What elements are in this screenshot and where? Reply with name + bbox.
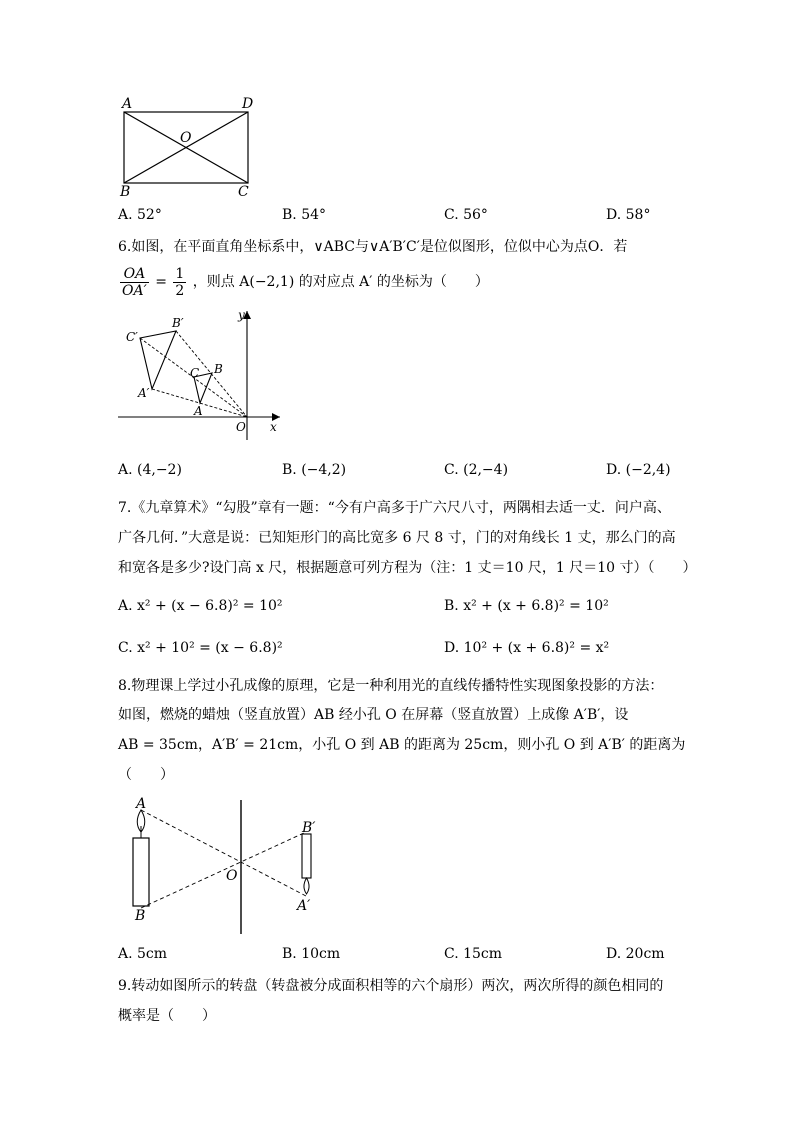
q6-stem-line2: ，则点 A(−2,1) 的对应点 A′ 的坐标为（ ） (192, 274, 489, 290)
q6-label-c1: C′ (126, 330, 138, 344)
q5-label-c: C (238, 184, 249, 200)
q8-option-a[interactable]: A. 5cm (118, 946, 168, 962)
q6-label-a1: A′ (138, 386, 150, 400)
q6-ratio-eq: = (155, 274, 167, 290)
q7-option-a[interactable]: A. x² + (x − 6.8)² = 10² (118, 598, 283, 614)
q6-stem-line2-wrap (118, 262, 489, 302)
q7-stem-line1: 7.《九章算术》“勾股”章有一题：“今有户高多于广六尺八寸，两隅相去适一丈．问户高、 (118, 500, 671, 516)
q6-label-x: x (270, 420, 277, 434)
q6-option-b[interactable]: B. (−4,2) (282, 462, 347, 478)
q5-option-a[interactable]: A. 52° (118, 207, 162, 223)
q6-label-o: O (236, 420, 246, 434)
q6-label-b: B (214, 362, 223, 376)
q8-option-d[interactable]: D. 20cm (606, 946, 665, 962)
q5-option-c[interactable]: C. 56° (444, 207, 488, 223)
q8-stem-line3: AB = 35cm，A′B′ = 21cm，小孔 O 到 AB 的距离为 25cm，则小孔 O 到 A′B′ 的距离为 (118, 737, 686, 753)
q8-option-b[interactable]: B. 10cm (282, 946, 341, 962)
q6-option-c[interactable]: C. (2,−4) (444, 462, 509, 478)
q6-option-d[interactable]: D. (−2,4) (606, 462, 671, 478)
q6-ratio-half (173, 266, 186, 299)
q8-candle (133, 838, 149, 906)
q7-stem-line3: 和宽各是多少?设门高 x 尺，根据题意可列方程为（注：1 丈＝10 尺，1 尺＝10 寸）（ ） (118, 560, 697, 576)
q8-option-c[interactable]: C. 15cm (444, 946, 503, 962)
q8-stem-line2: 如图，燃烧的蜡烛（竖直放置）AB 经小孔 O 在屏幕（竖直放置）上成像 A′B′，设 (118, 707, 629, 723)
q8-label-b1: B′ (302, 820, 316, 836)
q9-stem-line1: 9.转动如图所示的转盘（转盘被分成面积相等的六个扇形）两次，两次所得的颜色相同的 (118, 978, 664, 994)
q8-pinhole-figure (110, 792, 340, 940)
q6-ratio-val-den: 2 (175, 282, 185, 299)
q5-rectangle-figure (110, 92, 270, 202)
q5-label-b: B (120, 184, 131, 200)
q6-label-c: C (190, 366, 200, 380)
q6-option-a[interactable]: A. (4,−2) (118, 462, 182, 478)
q8-image-flame-icon (304, 878, 309, 894)
q6-label-a: A (194, 404, 203, 418)
q8-label-o: O (226, 868, 238, 884)
q6-ratio-den: OA′ (122, 282, 147, 299)
q6-similar-triangles-figure (110, 305, 290, 445)
q8-stem-line1: 8.物理课上学过小孔成像的原理，它是一种利用光的直线传播特性实现图象投影的方法： (118, 678, 664, 694)
q8-label-a1: A′ (297, 898, 311, 914)
q5-label-o: O (180, 130, 192, 146)
q8-label-b: B (135, 908, 146, 924)
q8-stem-line4: （ ） (118, 767, 174, 783)
q5-option-d[interactable]: D. 58° (606, 207, 651, 223)
q7-option-c[interactable]: C. x² + 10² = (x − 6.8)² (118, 640, 283, 656)
q6-label-y: y (238, 308, 245, 322)
q7-option-b[interactable]: B. x² + (x + 6.8)² = 10² (444, 598, 609, 614)
q9-stem-line2: 概率是（ ） (118, 1008, 216, 1024)
q5-label-d: D (242, 96, 254, 112)
q7-option-d[interactable]: D. 10² + (x + 6.8)² = x² (444, 640, 610, 656)
q8-image-candle (302, 834, 311, 878)
q8-label-a: A (136, 796, 147, 812)
q6-ratio-num: OA (120, 266, 149, 283)
q5-option-b[interactable]: B. 54° (282, 207, 327, 223)
q6-ratio-oa (120, 266, 149, 299)
q6-ratio-val-num: 1 (175, 265, 185, 282)
q7-stem-line2: 广各几何．”大意是说：已知矩形门的高比宽多 6 尺 8 寸，门的对角线长 1 丈，那么门的高 (118, 530, 676, 546)
q6-stem-line1: 6.如图，在平面直角坐标系中，∨ABC与∨A′B′C′是位似图形，位似中心为点O．若 (118, 239, 628, 255)
q6-label-b1: B′ (172, 316, 184, 330)
q5-label-a: A (122, 96, 133, 112)
